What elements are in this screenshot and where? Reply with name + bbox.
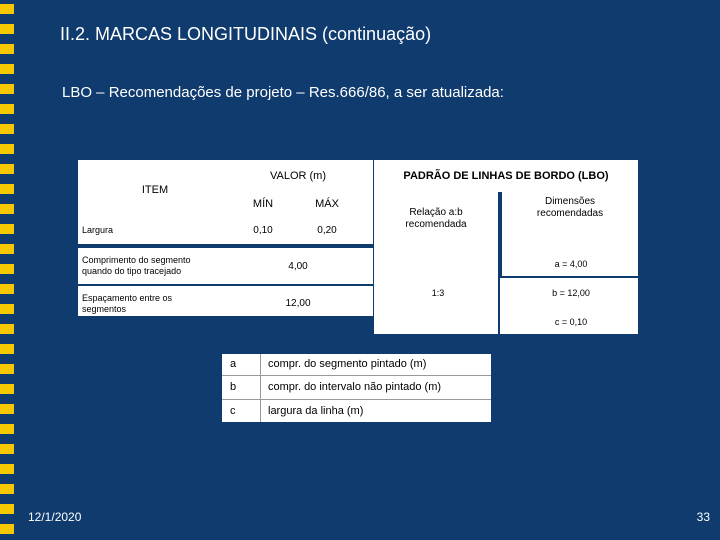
legend-key: b xyxy=(230,381,237,393)
row-comprimento-value: 4,00 xyxy=(288,261,308,272)
dim-c-value: c = 0,10 xyxy=(554,317,588,327)
page-number: 33 xyxy=(696,510,710,524)
dim-b-value: b = 12,00 xyxy=(552,288,590,298)
row-espacamento-value: 12,00 xyxy=(285,298,311,309)
edge-dash xyxy=(0,404,14,414)
edge-dash xyxy=(0,204,14,214)
legend-key: a xyxy=(230,358,237,370)
edge-dash xyxy=(0,224,14,234)
valor-header: VALOR (m) xyxy=(269,170,327,182)
edge-dash xyxy=(0,464,14,474)
edge-dash xyxy=(0,144,14,154)
slide-subtitle: LBO – Recomendações de projeto – Res.666/86, a ser atualizada: xyxy=(62,84,504,101)
edge-dash xyxy=(0,484,14,494)
legend-row-b xyxy=(222,377,491,397)
legend-separator xyxy=(222,375,491,376)
slide-title: II.2. MARCAS LONGITUDINAIS (continuação) xyxy=(60,24,432,44)
edge-dash xyxy=(0,364,14,374)
edge-dash xyxy=(0,4,14,14)
edge-dash xyxy=(0,344,14,354)
legend-label: largura da linha (m) xyxy=(268,405,364,417)
legend-key: c xyxy=(230,405,236,417)
edge-dash xyxy=(0,44,14,54)
edge-dash xyxy=(0,504,14,514)
edge-dash xyxy=(0,424,14,434)
edge-dash xyxy=(0,444,14,454)
legend-row-c xyxy=(222,401,491,421)
legend-table xyxy=(222,354,491,422)
row-largura-max: 0,20 xyxy=(317,225,337,236)
row-largura-min: 0,10 xyxy=(253,225,273,236)
ratio-value: 1:3 xyxy=(431,288,445,298)
min-header: MÍN xyxy=(252,198,274,210)
edge-dash xyxy=(0,84,14,94)
row-largura-label: Largura xyxy=(82,225,114,235)
dims-header: Dimensões recomendadas xyxy=(536,196,604,219)
right-table xyxy=(374,160,638,334)
edge-dash xyxy=(0,164,14,174)
ratio-header: Relação a:b recomendada xyxy=(405,207,467,230)
max-header: MÁX xyxy=(315,198,339,210)
edge-dash xyxy=(0,304,14,314)
edge-dash xyxy=(0,524,14,534)
edge-dash xyxy=(0,104,14,114)
dim-a-value: a = 4,00 xyxy=(554,259,588,269)
legend-label: compr. do intervalo não pintado (m) xyxy=(268,381,442,393)
edge-dash xyxy=(0,184,14,194)
edge-dash xyxy=(0,244,14,254)
edge-dash xyxy=(0,324,14,334)
left-table xyxy=(78,160,373,316)
decorative-edge-stripe xyxy=(0,0,16,540)
legend-separator xyxy=(222,399,491,400)
edge-dash xyxy=(0,124,14,134)
edge-dash xyxy=(0,24,14,34)
item-header: ITEM xyxy=(141,184,169,196)
edge-dash xyxy=(0,264,14,274)
footer-date: 12/1/2020 xyxy=(28,510,82,524)
row-espacamento-label: Espaçamento entre os segmentos xyxy=(82,293,173,314)
legend-label: compr. do segmento pintado (m) xyxy=(268,358,427,370)
legend-row-a xyxy=(222,354,491,374)
row-comprimento-label: Comprimento do segmento quando do tipo tracejado xyxy=(82,255,191,276)
edge-dash xyxy=(0,384,14,394)
edge-dash xyxy=(0,284,14,294)
right-table-title: PADRÃO DE LINHAS DE BORDO (LBO) xyxy=(403,170,609,182)
edge-dash xyxy=(0,64,14,74)
